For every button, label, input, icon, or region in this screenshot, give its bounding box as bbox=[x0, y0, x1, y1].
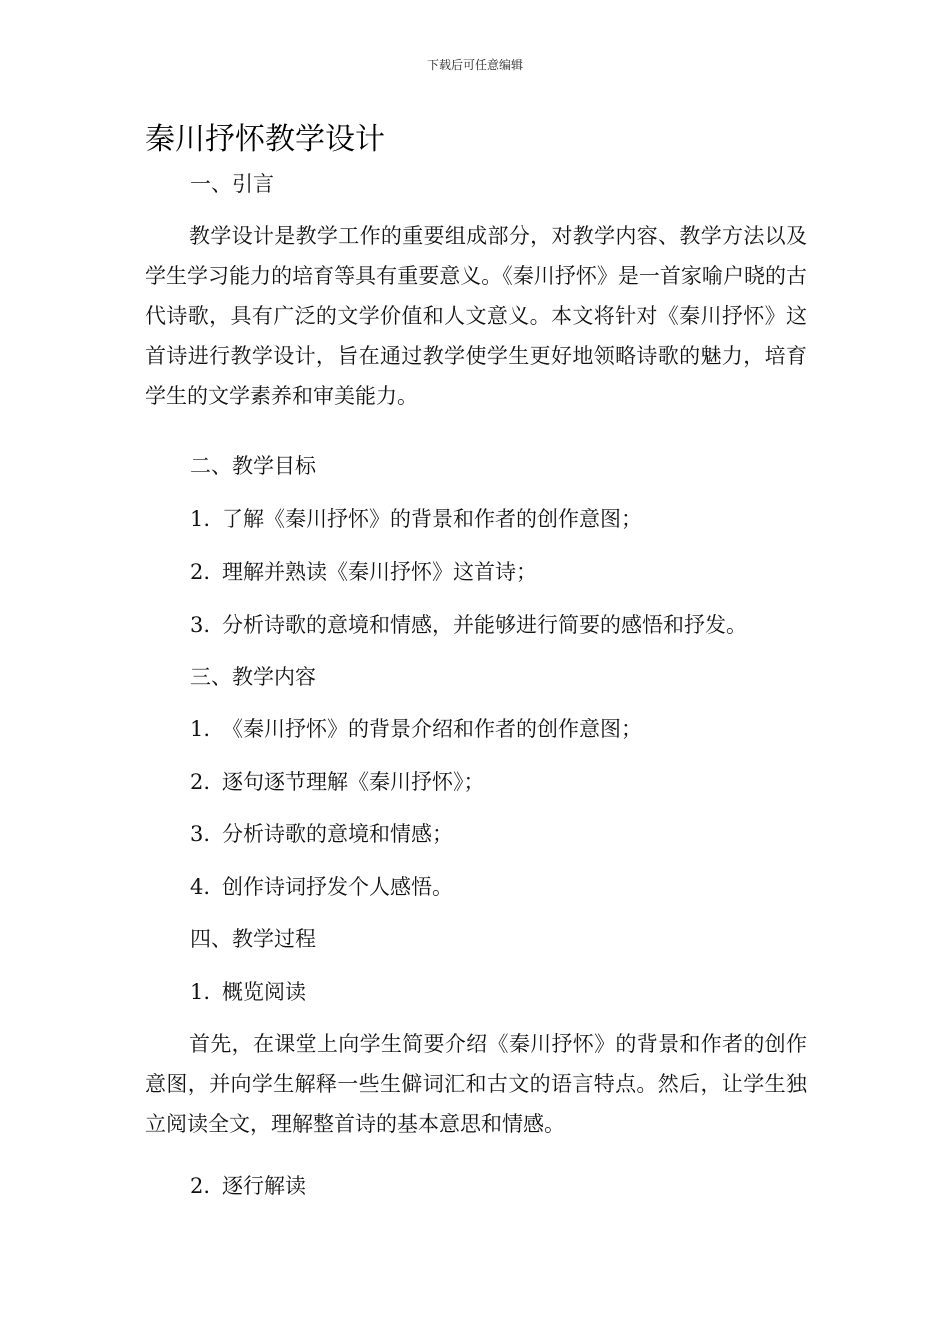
content-item bbox=[190, 709, 642, 749]
document-title: 秦川抒怀教学设计 bbox=[145, 122, 385, 157]
process-step-number: 1. bbox=[190, 980, 211, 1004]
content-item bbox=[190, 867, 453, 907]
content-item-text: 创作诗词抒发个人感悟。 bbox=[222, 875, 453, 899]
process-step-text: 概览阅读 bbox=[222, 980, 306, 1004]
content-item-text: 《秦川抒怀》的背景介绍和作者的创作意图； bbox=[222, 717, 642, 741]
process-step1-paragraph: 首先，在课堂上向学生简要介绍《秦川抒怀》的背景和作者的创作意图，并向学生解释一些生僻词汇和古文的语言特点。然后，让学生独立阅读全文，理解整首诗的基本意思和情感。 bbox=[145, 1032, 807, 1136]
goals-heading: 二、教学目标 bbox=[190, 454, 316, 478]
process-heading: 四、教学过程 bbox=[190, 927, 316, 951]
header-note: 下载后可任意编辑 bbox=[426, 58, 523, 72]
goal-item-number: 1. bbox=[190, 507, 211, 531]
process-step-number: 2. bbox=[190, 1174, 211, 1198]
goal-item-text: 分析诗歌的意境和情感，并能够进行简要的感悟和抒发。 bbox=[222, 613, 747, 637]
goal-item bbox=[190, 605, 747, 645]
goal-item bbox=[190, 499, 642, 539]
process-step-text: 逐行解读 bbox=[222, 1174, 306, 1198]
content-heading: 三、教学内容 bbox=[190, 665, 316, 689]
content-item-text: 逐句逐节理解《秦川抒怀》； bbox=[222, 770, 485, 794]
goal-item-number: 3. bbox=[190, 613, 211, 637]
goal-item-number: 2. bbox=[190, 560, 211, 584]
intro-paragraph: 教学设计是教学工作的重要组成部分，对教学内容、教学方法以及学生学习能力的培育等具有重要意义。《秦川抒怀》是一首家喻户晓的古代诗歌，具有广泛的文学价值和人文意义。本文将针对《秦川抒怀》这首诗进行教学设计，旨在通过教学使学生更好地领略诗歌的魅力，培育学生的文学素养和审美能力。 bbox=[145, 224, 807, 408]
intro-heading: 一、引言 bbox=[190, 172, 274, 196]
content-item-number: 4. bbox=[190, 875, 211, 899]
goal-item-text: 理解并熟读《秦川抒怀》这首诗； bbox=[222, 560, 537, 584]
process-step bbox=[190, 1166, 306, 1206]
goal-item-text: 了解《秦川抒怀》的背景和作者的创作意图； bbox=[222, 507, 642, 531]
content-item bbox=[190, 814, 453, 854]
content-item bbox=[190, 762, 485, 802]
process-step bbox=[190, 972, 306, 1012]
content-item-number: 1. bbox=[190, 717, 211, 741]
content-item-number: 2. bbox=[190, 770, 211, 794]
content-item-text: 分析诗歌的意境和情感； bbox=[222, 822, 453, 846]
content-item-number: 3. bbox=[190, 822, 211, 846]
goal-item bbox=[190, 552, 537, 592]
